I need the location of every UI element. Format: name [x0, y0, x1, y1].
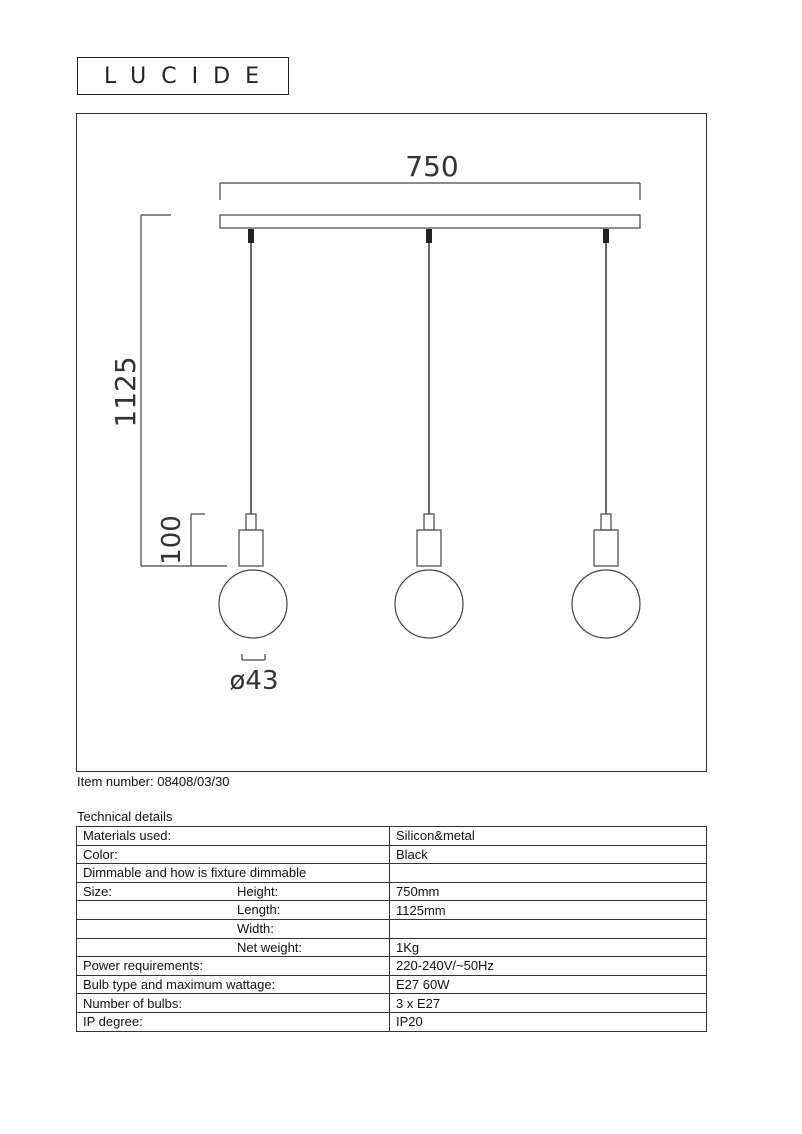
spec-value — [390, 864, 707, 883]
diameter-dimension-label: ø43 — [229, 666, 279, 696]
pendant-2 — [395, 229, 463, 638]
spec-sublabel: Net weight: — [237, 939, 303, 955]
spec-label: Size: — [83, 884, 112, 900]
table-row — [77, 882, 707, 901]
spec-label-cell — [77, 957, 390, 976]
pendant-3 — [572, 229, 640, 638]
spec-label: Number of bulbs: — [83, 995, 182, 1011]
shade-dimension-label: 100 — [157, 515, 187, 565]
table-row — [77, 975, 707, 994]
spec-label-cell — [77, 994, 390, 1013]
technical-drawing — [76, 113, 707, 772]
table-row — [77, 864, 707, 883]
table-row — [77, 957, 707, 976]
spec-value: Silicon&metal — [390, 827, 707, 846]
pendant-1 — [219, 229, 287, 638]
spec-value: 1125mm — [390, 901, 707, 920]
width-dimension-label: 750 — [405, 150, 459, 183]
spec-label-cell — [77, 975, 390, 994]
spec-label: Dimmable and how is fixture dimmable — [83, 865, 307, 881]
spec-label-cell — [77, 864, 390, 883]
table-row — [77, 994, 707, 1013]
spec-value: 220-240V/~50Hz — [390, 957, 707, 976]
spec-label: IP degree: — [83, 1014, 143, 1030]
spec-sublabel: Height: — [237, 883, 279, 899]
logo-text: LUCIDE — [104, 63, 274, 89]
table-row — [77, 938, 707, 957]
spec-value: 3 x E27 — [390, 994, 707, 1013]
spec-value — [390, 919, 707, 938]
spec-sublabel: Length: — [237, 902, 281, 918]
spec-label-cell — [77, 901, 390, 920]
spec-value: Black — [390, 845, 707, 864]
spec-value: E27 60W — [390, 975, 707, 994]
spec-label-cell — [77, 1012, 390, 1031]
table-row — [77, 1012, 707, 1031]
drawing-svg — [77, 114, 708, 773]
spec-label-cell — [77, 845, 390, 864]
spec-label: Materials used: — [83, 828, 172, 844]
spec-label: Power requirements: — [83, 958, 203, 974]
spec-label-cell — [77, 919, 390, 938]
item-number — [77, 774, 230, 789]
height-dimension-label: 1125 — [109, 356, 142, 428]
canopy-bar — [220, 215, 640, 228]
table-row — [77, 919, 707, 938]
spec-value: IP20 — [390, 1012, 707, 1031]
table-row — [77, 827, 707, 846]
spec-label-cell — [77, 938, 390, 957]
technical-details-title: Technical details — [77, 809, 173, 824]
spec-value: 750mm — [390, 882, 707, 901]
item-number-label: Item number: — [77, 774, 154, 789]
technical-details-table — [76, 826, 707, 1032]
spec-label: Color: — [83, 846, 118, 862]
spec-label: Bulb type and maximum wattage: — [83, 977, 276, 993]
table-row — [77, 845, 707, 864]
spec-sublabel: Width: — [237, 920, 274, 936]
item-number-value: 08408/03/30 — [157, 774, 230, 789]
spec-label-cell — [77, 827, 390, 846]
table-row — [77, 901, 707, 920]
spec-label-cell — [77, 882, 390, 901]
spec-value: 1Kg — [390, 938, 707, 957]
brand-logo — [77, 57, 289, 95]
